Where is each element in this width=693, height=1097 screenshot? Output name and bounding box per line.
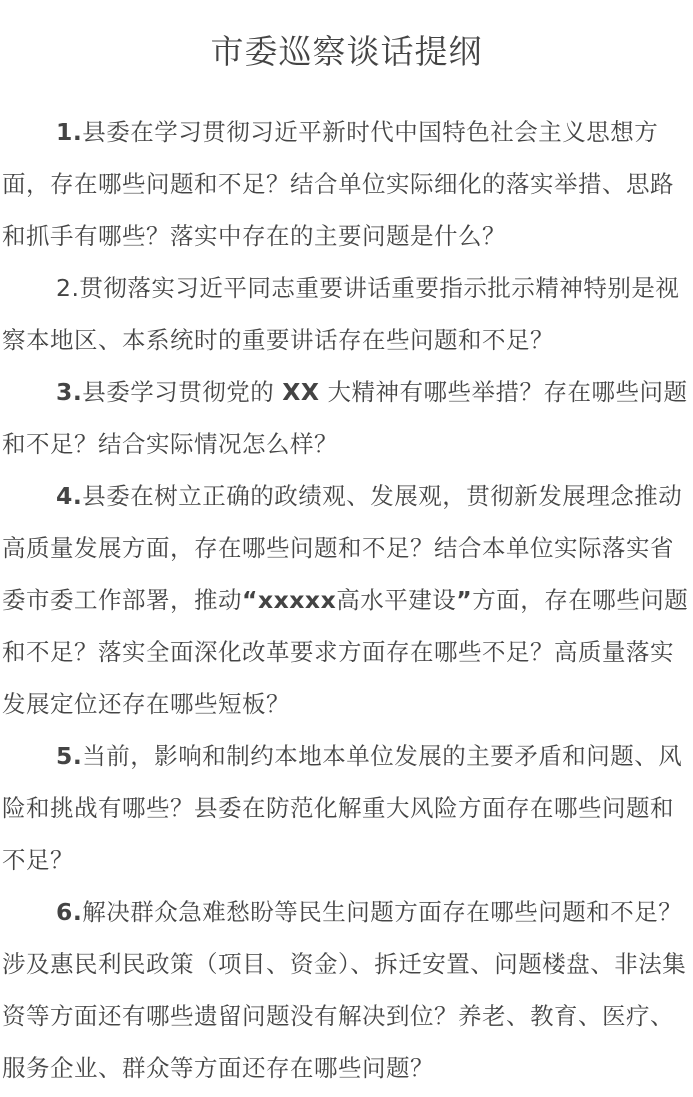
- item-3-text-before: 县委学习贯彻党的: [82, 378, 275, 406]
- item-2: [2, 262, 693, 366]
- item-4-text-before: 县委在树立正确的政绩观、发展观，贯彻新发展理念推动高质量发展方面，存在哪些问题和不足？结合本单位实际落实省委市委工作部署，推动: [2, 482, 683, 614]
- item-5: [2, 730, 693, 886]
- document-body: [2, 106, 693, 1094]
- item-6-number: 6.: [56, 898, 83, 926]
- item-4-text-after: 方面，存在哪些问题和不足？落实全面深化改革要求方面存在哪些不足？高质量落实发展定位还存在哪些短板？: [2, 586, 689, 718]
- item-4-number: 4.: [56, 482, 83, 510]
- item-4-bold: “xxxxx: [242, 586, 337, 614]
- item-5-number: 5.: [56, 742, 83, 770]
- item-3-text-after: 大精神有哪些举措？存在哪些问题和不足？结合实际情况怎么样？: [2, 378, 688, 458]
- document-title: 市委巡察谈话提纲: [210, 32, 483, 71]
- item-3-number: 3.: [56, 378, 83, 406]
- item-4: [2, 470, 693, 730]
- item-1-number: 1.: [56, 118, 83, 146]
- item-6-text: 解决群众急难愁盼等民生问题方面存在哪些问题和不足？涉及惠民利民政策（项目、资金）、拆迁安置、问题楼盘、非法集资等方面还有哪些遗留问题没有解决到位？养老、教育、医疗、服务企业、群众等方面还存在哪些问题？: [2, 898, 687, 1082]
- item-5-text: 当前，影响和制约本地本单位发展的主要矛盾和问题、风险和挑战有哪些？县委在防范化解重大风险方面存在哪些问题和不足？: [2, 742, 683, 874]
- item-6: [2, 886, 693, 1094]
- item-2-number: 2.: [56, 274, 80, 302]
- item-3-bold: XX: [282, 378, 320, 406]
- item-4-text-middle: 高水平建设: [336, 586, 457, 614]
- item-3: [2, 366, 693, 470]
- item-4-bold-quote: ”: [456, 586, 473, 614]
- item-2-text: 贯彻落实习近平同志重要讲话重要指示批示精神特别是视察本地区、本系统时的重要讲话存在些问题和不足？: [2, 274, 680, 354]
- item-1: [2, 106, 693, 262]
- item-1-text: 县委在学习贯彻习近平新时代中国特色社会主义思想方面，存在哪些问题和不足？结合单位实际细化的落实举措、思路和抓手有哪些？落实中存在的主要问题是什么？: [2, 118, 674, 250]
